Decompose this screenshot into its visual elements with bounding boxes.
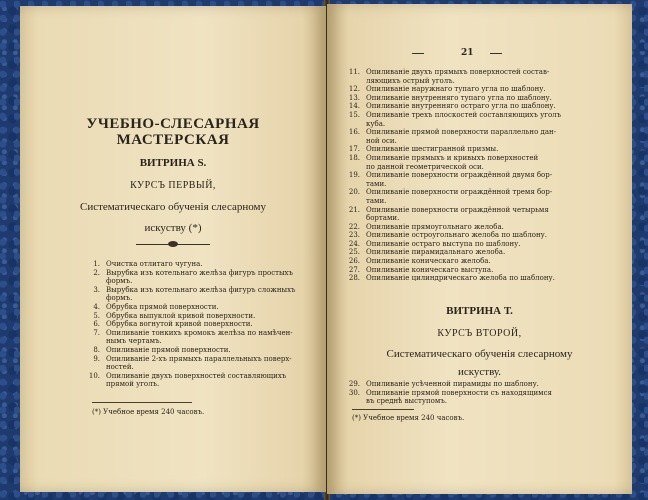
- vitrina-t-heading: ВИТРИНА Т.: [446, 305, 513, 317]
- item-text: Опиливаніе остроугольнаго желоба по шаблону.: [366, 231, 548, 240]
- subtitle-line1: Систематическаго обученія слесарному: [79, 201, 266, 213]
- item-text: Опиливаніе цилиндрическаго желоба по шаблону.: [366, 274, 555, 283]
- item-text: формъ.: [106, 294, 133, 303]
- item-number: 6.: [93, 320, 100, 329]
- ornament-divider: [136, 244, 210, 249]
- item-text: формъ.: [106, 277, 133, 286]
- item-number: 8.: [93, 345, 100, 354]
- list-item: [344, 389, 606, 398]
- item-number: 3.: [93, 285, 100, 294]
- list-item: [344, 240, 606, 249]
- item-text: Опиливаніе двухъ прямыхъ поверхностей состав-: [366, 68, 550, 76]
- item-number: 23.: [348, 231, 360, 240]
- item-number: 20.: [348, 188, 360, 197]
- item-text: Опиливаніе усѣченной пирамиды по шаблону.: [366, 380, 539, 388]
- item-text: Опиливаніе 2-хъ прямыхъ параллельныхъ поверх-: [106, 354, 292, 363]
- item-text: Опиливаніе двухъ поверхностей составляющихъ: [106, 371, 287, 380]
- list-item: [344, 223, 606, 232]
- item-number: 25.: [348, 248, 360, 257]
- item-number: 28.: [348, 274, 360, 283]
- list-item: [344, 94, 606, 103]
- list-item: [84, 372, 306, 381]
- page-number-dash-left: [412, 53, 424, 54]
- item-text: куба.: [366, 119, 386, 128]
- list-item: [344, 111, 606, 120]
- item-number: 11.: [348, 68, 360, 76]
- item-text: Обрубка выпуклой кривой поверхности.: [106, 311, 256, 320]
- item-text: Обрубка вогнутой кривой поверхности.: [106, 320, 253, 329]
- course-two-heading: КУРСЪ ВТОРОЙ,: [437, 328, 522, 339]
- item-text: Опиливаніе внутренняго тупаго угла по шаблону.: [366, 93, 552, 102]
- item-text: ностей.: [106, 363, 134, 372]
- list-item: [84, 355, 306, 364]
- item-text: Опиливаніе поверхности ограждённой тремя бор-: [366, 188, 553, 197]
- list-item: [344, 248, 606, 257]
- list-item: [84, 346, 306, 355]
- item-number: 29.: [348, 380, 360, 388]
- item-text: Вырубка изъ котельнаго желѣза фигуръ простыхъ: [106, 268, 293, 277]
- item-text: Опиливаніе шестигранной призмы.: [366, 145, 499, 154]
- right-item-list: [344, 68, 606, 283]
- item-number: 22.: [348, 222, 360, 231]
- list-item: [344, 266, 606, 275]
- subtitle-two-line1: Систематическаго обученія слесарному: [386, 348, 573, 360]
- left-item-list: [84, 260, 306, 389]
- list-item: [344, 257, 606, 266]
- list-item: [344, 231, 606, 240]
- footnote-rule-right: [352, 409, 414, 410]
- list-item: [344, 180, 606, 189]
- item-text: Опиливаніе прямой поверхности съ находящимся: [366, 388, 552, 397]
- item-number: 26.: [348, 257, 360, 266]
- item-text: нымъ чертамъ.: [106, 337, 162, 346]
- item-text: Опиливаніе наружнаго тупаго угла по шаблону.: [366, 85, 546, 94]
- subtitle-line2: искуству (*): [144, 222, 202, 234]
- item-text: ляющихъ острый уголъ.: [366, 76, 455, 85]
- item-number: 14.: [348, 102, 360, 111]
- list-item: [84, 269, 306, 278]
- list-item: [84, 337, 306, 346]
- list-item: [84, 312, 306, 321]
- list-item: [84, 286, 306, 295]
- item-number: 2.: [93, 268, 100, 277]
- footnote-rule: [92, 402, 192, 403]
- page-title-line1: УЧЕБНО-СЛЕСАРНАЯ: [86, 116, 260, 132]
- list-item: [344, 154, 606, 163]
- item-text: тами.: [366, 179, 387, 188]
- course-heading: КУРСЪ ПЕРВЫЙ,: [130, 180, 216, 191]
- item-number: 18.: [348, 153, 360, 162]
- list-item: [84, 277, 306, 286]
- list-item: [84, 294, 306, 303]
- item-number: 4.: [93, 302, 100, 311]
- list-item: [344, 137, 606, 146]
- vitrina-heading: ВИТРИНА S.: [139, 157, 207, 169]
- list-item: [344, 274, 606, 283]
- list-item: [84, 303, 306, 312]
- item-text: Опиливаніе трехъ плоскостей составляющихъ уголъ: [366, 110, 562, 119]
- right-item-list-two: [344, 380, 606, 406]
- list-item: [84, 260, 306, 269]
- item-number: 12.: [348, 85, 360, 94]
- list-item: [84, 380, 306, 389]
- item-text: бортами.: [366, 214, 400, 223]
- page-number: 21: [461, 48, 474, 58]
- item-text: Опиливаніе поверхности ограждённой четырьмя: [366, 205, 549, 214]
- list-item: [344, 188, 606, 197]
- item-text: Опиливаніе прямой поверхности параллельно дан-: [366, 128, 557, 137]
- list-item: [344, 163, 606, 172]
- list-item: [344, 397, 606, 406]
- item-number: 27.: [348, 265, 360, 274]
- item-number: 17.: [348, 145, 360, 154]
- list-item: [84, 320, 306, 329]
- footnote: (*) Учебное время 240 часовъ.: [92, 408, 205, 416]
- item-text: Очистка отлитаго чугуна.: [106, 260, 203, 268]
- list-item: [344, 197, 606, 206]
- list-item: [344, 380, 606, 389]
- list-item: [344, 77, 606, 86]
- item-number: 10.: [88, 371, 100, 380]
- item-number: 5.: [93, 311, 100, 320]
- item-number: 16.: [348, 128, 360, 137]
- page-title-line2: МАСТЕРСКАЯ: [116, 132, 230, 148]
- item-text: въ среднѣ выступомъ.: [366, 397, 448, 406]
- left-page: [20, 6, 326, 492]
- item-text: тами.: [366, 196, 387, 205]
- subtitle-two-line2: искуству.: [457, 366, 502, 378]
- item-number: 13.: [348, 93, 360, 102]
- item-number: 30.: [348, 388, 360, 397]
- item-number: 15.: [348, 110, 360, 119]
- item-text: Опиливаніе прямой поверхности.: [106, 345, 231, 354]
- item-number: 1.: [93, 260, 100, 268]
- item-number: 9.: [93, 354, 100, 363]
- list-item: [344, 214, 606, 223]
- item-text: Обрубка прямой поверхности.: [106, 302, 219, 311]
- item-number: 21.: [348, 205, 360, 214]
- list-item: [344, 68, 606, 77]
- item-text: Опиливаніе пирамидальнаго желоба.: [366, 248, 506, 257]
- item-text: прямой уголъ.: [106, 380, 160, 389]
- item-text: Опиливаніе остраго выступа по шаблону.: [366, 239, 521, 248]
- list-item: [84, 329, 306, 338]
- item-text: Опиливаніе поверхности ограждённой двумя бор-: [366, 171, 553, 180]
- footnote-right: (*) Учебное время 240 часовъ.: [352, 414, 465, 422]
- item-text: по данной геометрической оси.: [366, 162, 484, 171]
- list-item: [344, 145, 606, 154]
- item-number: 19.: [348, 171, 360, 180]
- page-number-dash-right: [490, 53, 502, 54]
- list-item: [344, 206, 606, 215]
- item-text: Вырубка изъ котельнаго желѣза фигуръ сложныхъ: [106, 285, 296, 294]
- list-item: [84, 363, 306, 372]
- item-number: 24.: [348, 239, 360, 248]
- item-text: Опиливаніе прямоугольнаго желоба.: [366, 222, 504, 231]
- item-text: Опиливаніе коническаго желоба.: [366, 257, 491, 266]
- item-text: Опиливаніе прямыхъ и кривыхъ поверхностей: [366, 153, 539, 162]
- item-text: Опиливаніе коническаго выступа.: [366, 265, 494, 274]
- list-item: [344, 128, 606, 137]
- item-number: 7.: [93, 328, 100, 337]
- list-item: [344, 171, 606, 180]
- item-text: Опиливаніе внутренняго остраго угла по шаблону.: [366, 102, 556, 111]
- item-text: Опиливаніе тонкихъ кромокъ желѣза по намѣчен-: [106, 328, 293, 337]
- item-text: ной оси.: [366, 136, 397, 145]
- list-item: [344, 85, 606, 94]
- list-item: [344, 102, 606, 111]
- list-item: [344, 120, 606, 129]
